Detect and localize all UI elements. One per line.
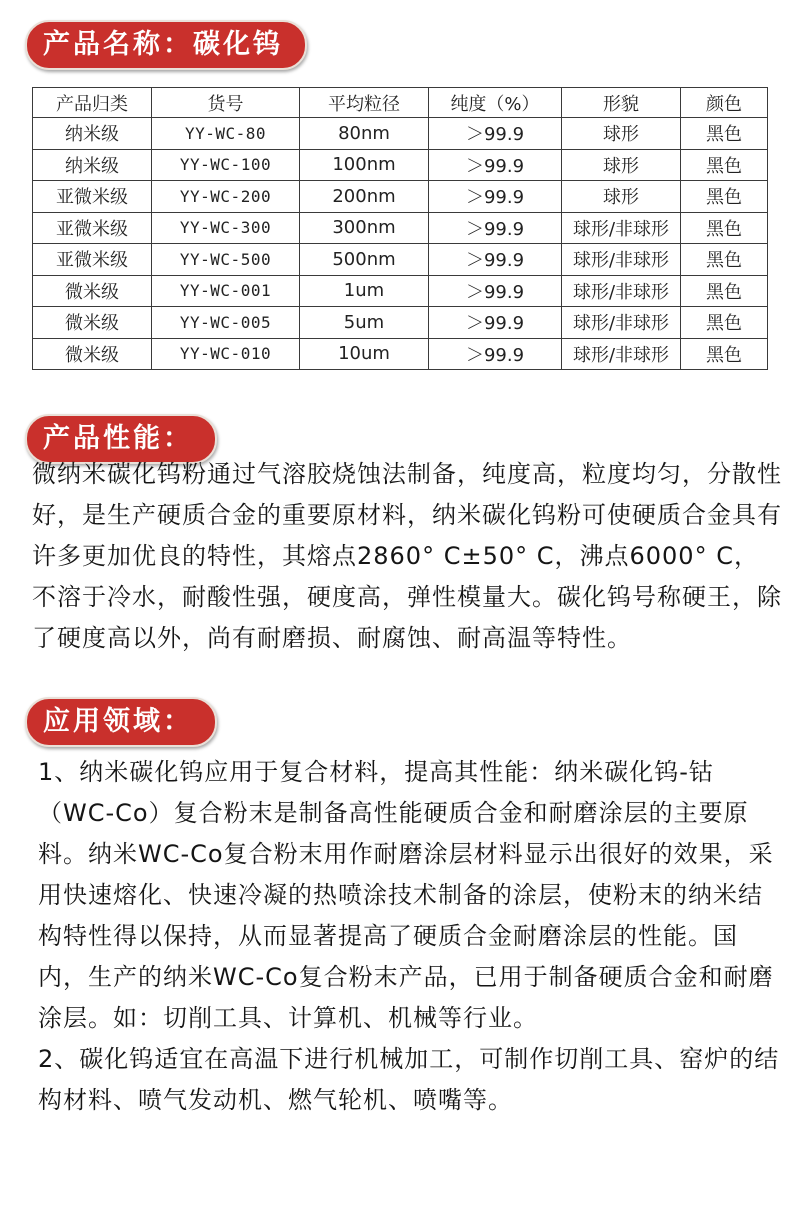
col-header-category: 产品归类 <box>33 88 152 118</box>
cell-item-no: YY-WC-300 <box>152 212 300 244</box>
table-row <box>33 118 768 150</box>
table-header-row <box>33 88 768 118</box>
table-row <box>33 307 768 339</box>
application-item-1: 1、纳米碳化钨应用于复合材料，提高其性能：纳米碳化钨-钴（WC-Co）复合粉末是制备高性能硬质合金和耐磨涂层的主要原料。纳米WC-Co复合粉末用作耐磨涂层材料显示出很好的效果，采用快速熔化、快速冷凝的热喷涂技术制备的涂层，使粉末的纳米结构特性得以保持，从而显著提高了硬质合金耐磨涂层的性能。国内，生产的纳米WC-Co复合粉末产品，已用于制备硬质合金和耐磨涂层。如：切削工具、计算机、机械等行业。 <box>38 758 774 1032</box>
cell-category: 微米级 <box>33 338 152 370</box>
cell-purity: ＞99.9 <box>429 212 562 244</box>
cell-item-no: YY-WC-80 <box>152 118 300 150</box>
cell-particle-size: 80nm <box>300 118 429 150</box>
cell-category: 微米级 <box>33 307 152 339</box>
cell-morphology: 球形/非球形 <box>562 212 681 244</box>
cell-morphology: 球形/非球形 <box>562 307 681 339</box>
cell-particle-size: 5um <box>300 307 429 339</box>
cell-color: 黑色 <box>681 307 768 339</box>
cell-category: 亚微米级 <box>33 244 152 276</box>
cell-color: 黑色 <box>681 275 768 307</box>
cell-item-no: YY-WC-500 <box>152 244 300 276</box>
table-row <box>33 338 768 370</box>
spec-table <box>32 87 768 370</box>
cell-morphology: 球形 <box>562 149 681 181</box>
col-header-morphology: 形貌 <box>562 88 681 118</box>
cell-category: 微米级 <box>33 275 152 307</box>
col-header-item-no: 货号 <box>152 88 300 118</box>
table-row <box>33 275 768 307</box>
cell-particle-size: 1um <box>300 275 429 307</box>
cell-item-no: YY-WC-001 <box>152 275 300 307</box>
cell-category: 纳米级 <box>33 118 152 150</box>
cell-color: 黑色 <box>681 212 768 244</box>
cell-particle-size: 10um <box>300 338 429 370</box>
table-row <box>33 181 768 213</box>
table-row <box>33 244 768 276</box>
cell-particle-size: 300nm <box>300 212 429 244</box>
cell-color: 黑色 <box>681 338 768 370</box>
cell-category: 亚微米级 <box>33 212 152 244</box>
cell-category: 亚微米级 <box>33 181 152 213</box>
performance-tag: 产品性能： <box>25 414 217 464</box>
table-row <box>33 212 768 244</box>
cell-morphology: 球形/非球形 <box>562 244 681 276</box>
performance-text: 微纳米碳化钨粉通过气溶胶烧蚀法制备，纯度高，粒度均匀，分散性好，是生产硬质合金的重要原材料，纳米碳化钨粉可使硬质合金具有许多更加优良的特性，其熔点2860° C±50° C，沸点6000° C，不溶于冷水，耐酸性强，硬度高，弹性模量大。碳化钨号称硬王，除了硬度高以外，尚有耐磨损、耐腐蚀、耐高温等特性。 <box>32 460 782 652</box>
cell-purity: ＞99.9 <box>429 338 562 370</box>
cell-purity: ＞99.9 <box>429 307 562 339</box>
cell-purity: ＞99.9 <box>429 118 562 150</box>
product-name-tag: 产品名称：碳化钨 <box>25 20 307 70</box>
cell-morphology: 球形 <box>562 118 681 150</box>
cell-morphology: 球形/非球形 <box>562 275 681 307</box>
cell-morphology: 球形 <box>562 181 681 213</box>
cell-morphology: 球形/非球形 <box>562 338 681 370</box>
cell-item-no: YY-WC-200 <box>152 181 300 213</box>
cell-purity: ＞99.9 <box>429 181 562 213</box>
table-row <box>33 149 768 181</box>
application-item-2: 2、碳化钨适宜在高温下进行机械加工，可制作切削工具、窑炉的结构材料、喷气发动机、燃气轮机、喷嘴等。 <box>38 1045 780 1114</box>
applications-text <box>38 752 782 1121</box>
cell-color: 黑色 <box>681 181 768 213</box>
cell-particle-size: 100nm <box>300 149 429 181</box>
cell-color: 黑色 <box>681 244 768 276</box>
cell-color: 黑色 <box>681 149 768 181</box>
cell-item-no: YY-WC-100 <box>152 149 300 181</box>
col-header-color: 颜色 <box>681 88 768 118</box>
cell-purity: ＞99.9 <box>429 149 562 181</box>
cell-purity: ＞99.9 <box>429 275 562 307</box>
cell-purity: ＞99.9 <box>429 244 562 276</box>
cell-category: 纳米级 <box>33 149 152 181</box>
cell-item-no: YY-WC-010 <box>152 338 300 370</box>
cell-color: 黑色 <box>681 118 768 150</box>
col-header-particle-size: 平均粒径 <box>300 88 429 118</box>
cell-item-no: YY-WC-005 <box>152 307 300 339</box>
applications-tag: 应用领域： <box>25 697 217 747</box>
cell-particle-size: 500nm <box>300 244 429 276</box>
col-header-purity: 纯度（%） <box>429 88 562 118</box>
cell-particle-size: 200nm <box>300 181 429 213</box>
